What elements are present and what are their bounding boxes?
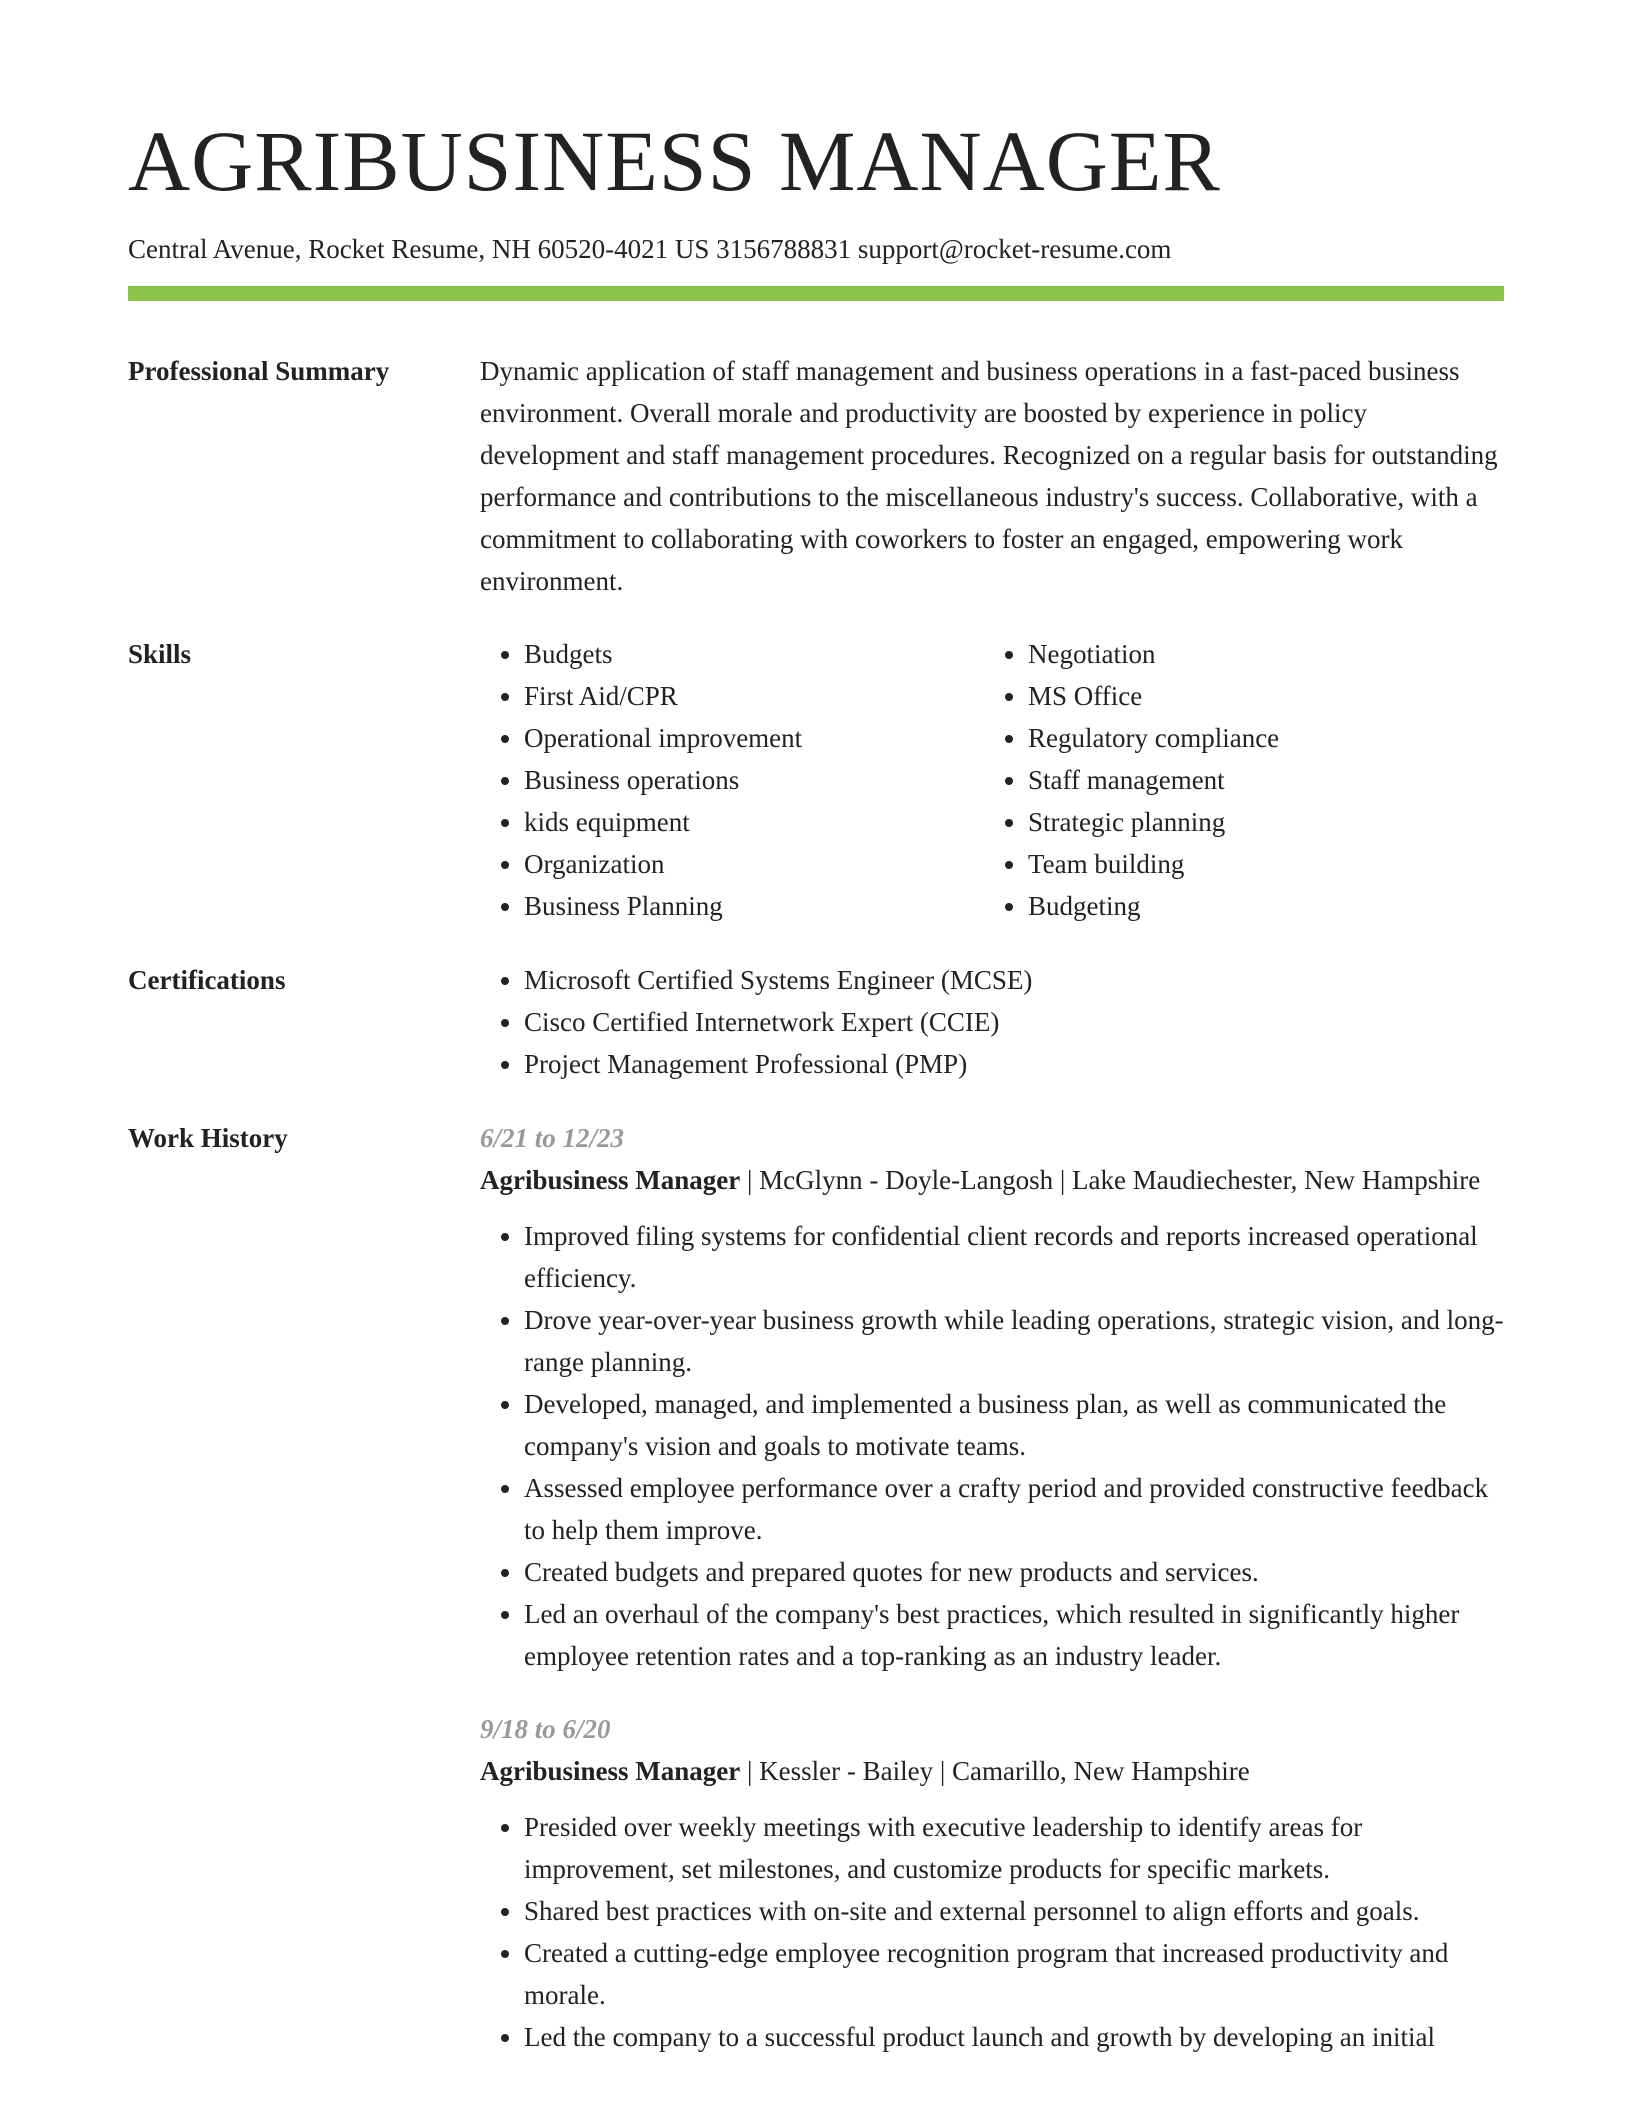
job-entry [480,1708,1504,2058]
skill-item: • Negotiation [1028,633,1488,675]
skill-item: • Strategic planning [1028,801,1488,843]
skill-item: • First Aid/CPR [524,675,984,717]
certifications-list [480,959,1504,1085]
contact-line: Central Avenue, Rocket Resume, NH 60520-4021 US 3156788831 support@rocket-resume.com [128,234,1172,264]
skill-item: • Team building [1028,843,1488,885]
job-bullet: • Created budgets and prepared quotes for new products and services. [524,1551,1504,1593]
job-bullets [480,1806,1504,2058]
section-label-summary: Professional Summary [128,356,390,386]
job-bullet: • Presided over weekly meetings with executive leadership to identify areas for improvement, set milestones, and customize products for specific markets. [524,1806,1504,1890]
skills-grid [480,633,1504,927]
job-bullets [480,1215,1504,1677]
certifications-section [128,959,1504,1085]
job-title: Agribusiness Manager [480,1756,741,1786]
summary-text: Dynamic application of staff management and business operations in a fast-paced business environment. Overall morale and productivity are boosted by experience in policy development and staff management procedures. Recognized on a regular basis for outstanding performance and contributions to the miscellaneous industry's success. Collaborative, with a commitment to collaborating with coworkers to foster an engaged, empowering work environment. [480,356,1498,596]
work-history-section [128,1117,1504,2058]
certification-item: • Cisco Certified Internetwork Expert (CCIE) [524,1001,1504,1043]
skill-item: • Business Planning [524,885,984,927]
skills-list-right [984,633,1488,927]
skill-item: • Operational improvement [524,717,984,759]
skills-column-left [480,633,984,927]
job-dates: 9/18 to 6/20 [480,1714,611,1744]
section-label-work-history: Work History [128,1123,288,1153]
job-header [480,1750,1504,1792]
certification-item: • Microsoft Certified Systems Engineer (MCSE) [524,959,1504,1001]
skill-item: • Organization [524,843,984,885]
job-dates: 6/21 to 12/23 [480,1123,625,1153]
skills-list-left [480,633,984,927]
section-label-certifications: Certifications [128,965,286,995]
skill-item: • kids equipment [524,801,984,843]
skills-section [128,633,1504,927]
job-entry [480,1117,1504,1677]
certification-item: • Project Management Professional (PMP) [524,1043,1504,1085]
skill-item: • Budgeting [1028,885,1488,927]
job-bullet: • Created a cutting-edge employee recognition program that increased productivity and morale. [524,1932,1504,2016]
job-bullet: • Improved filing systems for confidential client records and reports increased operational efficiency. [524,1215,1504,1299]
summary-section [128,350,1504,602]
skills-column-right [984,633,1488,927]
job-bullet: • Developed, managed, and implemented a business plan, as well as communicated the company's vision and goals to motivate teams. [524,1383,1504,1467]
skill-item: • Business operations [524,759,984,801]
certifications-body [480,959,1504,1085]
resume-sections [128,350,1504,2058]
skill-item: • Regulatory compliance [1028,717,1488,759]
job-bullet: • Drove year-over-year business growth while leading operations, strategic vision, and long-range planning. [524,1299,1504,1383]
job-bullet: • Assessed employee performance over a crafty period and provided constructive feedback to help them improve. [524,1467,1504,1551]
job-title: Agribusiness Manager [480,1165,741,1195]
work-history-body [480,1117,1504,2058]
header-divider [128,286,1504,301]
skill-item: • MS Office [1028,675,1488,717]
job-bullet: • Shared best practices with on-site and external personnel to align efforts and goals. [524,1890,1504,1932]
job-bullet: • Led the company to a successful product launch and growth by developing an initial [524,2016,1504,2058]
job-bullet: • Led an overhaul of the company's best practices, which resulted in significantly higher employee retention rates and a top-ranking as an industry leader. [524,1593,1504,1677]
section-label-skills: Skills [128,639,192,669]
skill-item: • Budgets [524,633,984,675]
page-title: AGRIBUSINESS MANAGER [128,113,1221,209]
job-header [480,1159,1504,1201]
job-details: | Kessler - Bailey | Camarillo, New Hampshire [740,1756,1250,1786]
job-details: | McGlynn - Doyle-Langosh | Lake Maudiechester, New Hampshire [740,1165,1481,1195]
skill-item: • Staff management [1028,759,1488,801]
summary-body [480,350,1504,602]
